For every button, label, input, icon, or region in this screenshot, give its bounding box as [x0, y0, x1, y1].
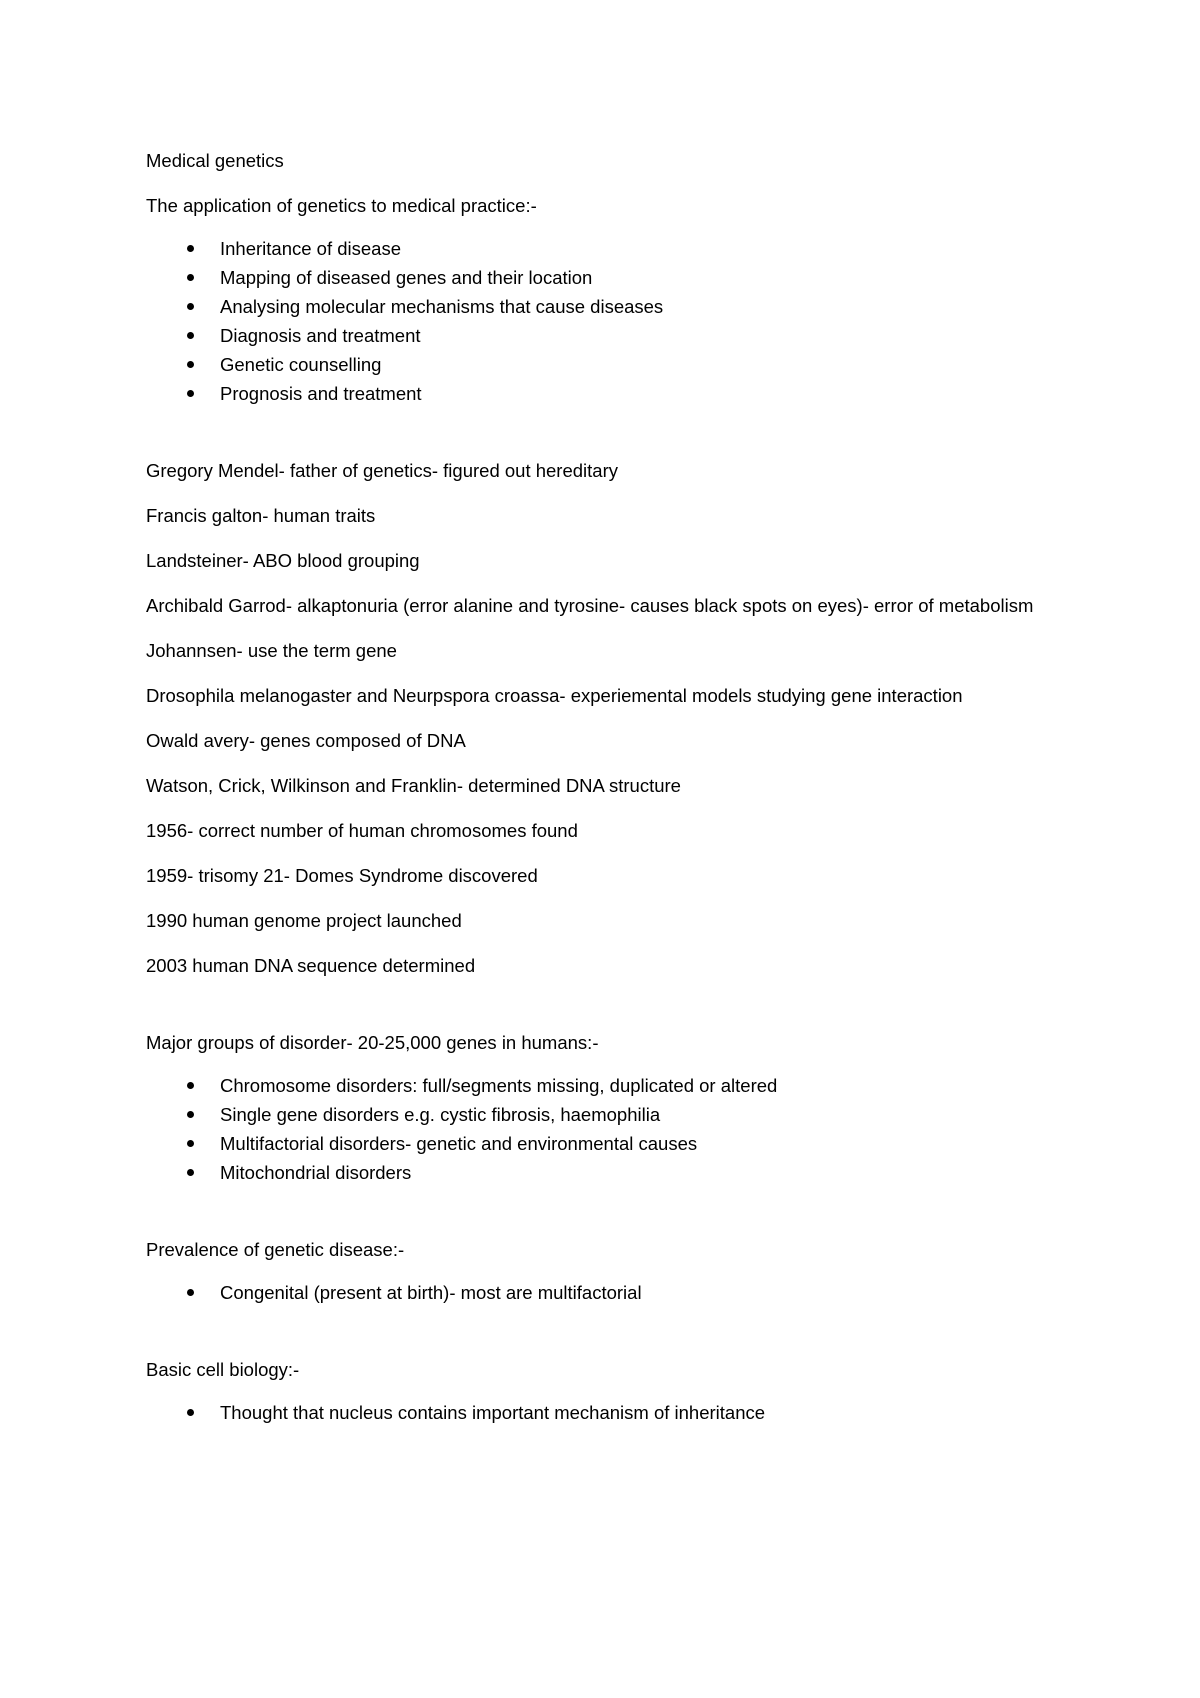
history-paragraph: Archibald Garrod- alkaptonuria (error alanine and tyrosine- causes black spots on eyes)- error of metabolism: [146, 595, 1034, 616]
list-item-text: Chromosome disorders: full/segments missing, duplicated or altered: [220, 1075, 778, 1096]
list-item-text: Thought that nucleus contains important mechanism of inheritance: [220, 1402, 766, 1423]
disorders-heading: Major groups of disorder- 20-25,000 genes in humans:-: [146, 1032, 599, 1053]
list-item: [146, 1129, 1066, 1158]
cell-biology-bullet-list: [146, 1398, 1066, 1427]
prevalence-heading: Prevalence of genetic disease:-: [146, 1239, 405, 1260]
history-paragraph: 2003 human DNA sequence determined: [146, 955, 476, 976]
cell-biology-heading: Basic cell biology:-: [146, 1359, 300, 1380]
bullet-icon: [187, 1140, 194, 1147]
list-item-text: Multifactorial disorders- genetic and environmental causes: [220, 1133, 698, 1154]
list-item: [146, 1278, 1066, 1307]
intro-bullet-list: [146, 234, 1066, 408]
bullet-icon: [187, 1289, 194, 1296]
list-item-text: Genetic counselling: [220, 354, 382, 375]
list-item: [146, 321, 1066, 350]
list-item-text: Mitochondrial disorders: [220, 1162, 412, 1183]
bullet-icon: [187, 1111, 194, 1118]
history-paragraph: Francis galton- human traits: [146, 505, 376, 526]
list-item-text: Prognosis and treatment: [220, 383, 422, 404]
list-item: [146, 234, 1066, 263]
list-item: [146, 1071, 1066, 1100]
history-paragraph: Owald avery- genes composed of DNA: [146, 730, 466, 751]
history-paragraph: 1990 human genome project launched: [146, 910, 462, 931]
spacer: [146, 1203, 1066, 1235]
list-item-text: Congenital (present at birth)- most are multifactorial: [220, 1282, 642, 1303]
list-item-text: Inheritance of disease: [220, 238, 402, 259]
list-item: [146, 263, 1066, 292]
history-paragraph: Landsteiner- ABO blood grouping: [146, 550, 420, 571]
list-item: [146, 1100, 1066, 1129]
history-paragraph: 1959- trisomy 21- Domes Syndrome discovered: [146, 865, 538, 886]
list-item: [146, 1158, 1066, 1187]
list-item-text: Diagnosis and treatment: [220, 325, 421, 346]
list-item: [146, 350, 1066, 379]
list-item-text: Mapping of diseased genes and their location: [220, 267, 593, 288]
bullet-icon: [187, 245, 194, 252]
bullet-icon: [187, 361, 194, 368]
list-item-text: Single gene disorders e.g. cystic fibrosis, haemophilia: [220, 1104, 661, 1125]
prevalence-bullet-list: [146, 1278, 1066, 1307]
history-paragraph: Drosophila melanogaster and Neurpspora croassa- experiemental models studying gene interaction: [146, 685, 963, 706]
intro-paragraph: The application of genetics to medical practice:-: [146, 195, 537, 216]
list-item: [146, 379, 1066, 408]
history-paragraph: Watson, Crick, Wilkinson and Franklin- determined DNA structure: [146, 775, 681, 796]
spacer: [146, 996, 1066, 1028]
spacer: [146, 1323, 1066, 1355]
bullet-icon: [187, 1409, 194, 1416]
list-item: [146, 292, 1066, 321]
bullet-icon: [187, 390, 194, 397]
bullet-icon: [187, 303, 194, 310]
bullet-icon: [187, 274, 194, 281]
list-item: [146, 1398, 1066, 1427]
bullet-icon: [187, 1169, 194, 1176]
spacer: [146, 424, 1066, 456]
disorders-bullet-list: [146, 1071, 1066, 1187]
bullet-icon: [187, 1082, 194, 1089]
list-item-text: Analysing molecular mechanisms that cause diseases: [220, 296, 664, 317]
history-paragraph: Johannsen- use the term gene: [146, 640, 397, 661]
document-title: Medical genetics: [146, 150, 284, 171]
bullet-icon: [187, 332, 194, 339]
history-paragraph: Gregory Mendel- father of genetics- figured out hereditary: [146, 460, 618, 481]
history-paragraph: 1956- correct number of human chromosomes found: [146, 820, 578, 841]
document-body: [146, 146, 1066, 1443]
